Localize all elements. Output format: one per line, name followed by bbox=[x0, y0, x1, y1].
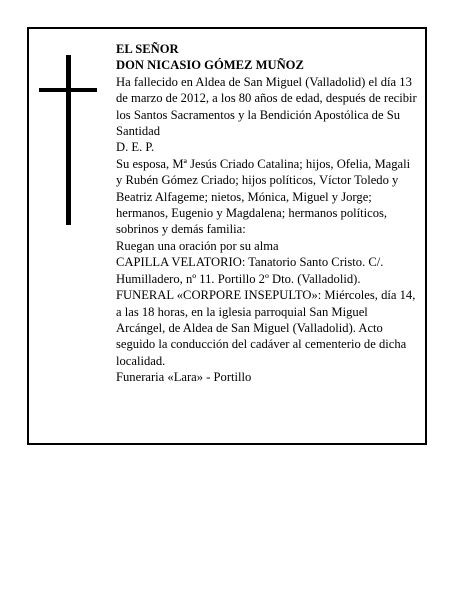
dep-line: D. E. P. bbox=[116, 140, 155, 155]
notice-title-line1: EL SEÑOR bbox=[116, 42, 179, 56]
chapel-info: CAPILLA VELATORIO: Tanatorio Santo Cristo. C/. Humilladero, nº 11. Portillo 2º Dto. (Valladolid). bbox=[116, 255, 384, 286]
obituary-notice bbox=[27, 27, 427, 445]
passing-statement: Ha fallecido en Aldea de San Miguel (Valladolid) el día 13 de marzo de 2012, a los 80 años de edad, después de recibir los Santos Sacramentos y la Bendición Apostólica de Su Santidad bbox=[116, 74, 417, 139]
cross-horizontal-bar bbox=[39, 88, 97, 92]
notice-text bbox=[116, 41, 418, 386]
cross-vertical-bar bbox=[66, 55, 71, 225]
funeral-info: FUNERAL «CORPORE INSEPULTO»: Miércoles, día 14, a las 18 horas, en la iglesia parroquial San Miguel Arcángel, de Aldea de San Miguel (Valladolid). Acto seguido la conducción del cadáver al cementerio de dicha localidad. bbox=[116, 288, 416, 368]
cross-icon bbox=[39, 55, 97, 225]
deceased-name: DON NICASIO GÓMEZ MUÑOZ bbox=[116, 58, 304, 73]
family-statement: Su esposa, Mª Jesús Criado Catalina; hijos, Ofelia, Magali y Rubén Gómez Criado; hijos políticos, Víctor Toledo y Beatriz Alfageme; nietos, Mónica, Miguel y Jorge; hermanos, Eugenio y Magdalena; hermanos políticos, sobrinos y demás familia: bbox=[116, 156, 411, 237]
funeral-home: Funeraria «Lara» - Portillo bbox=[116, 370, 252, 385]
prayer-request: Ruegan una oración por su alma bbox=[116, 238, 279, 253]
